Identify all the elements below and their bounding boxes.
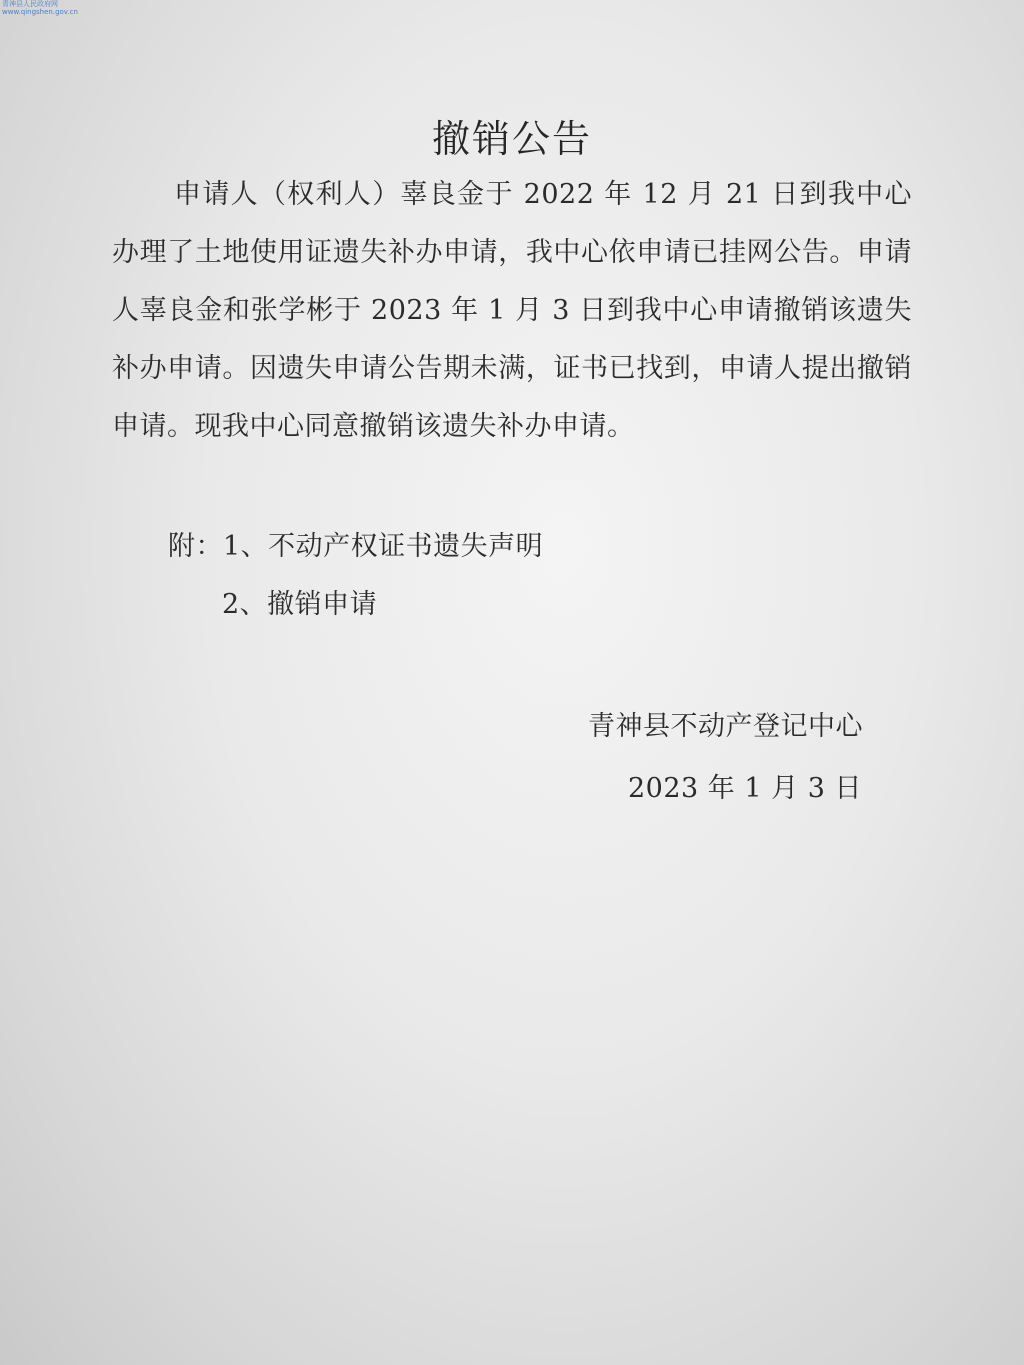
document-body: 申请人（权利人）辜良金于 2022 年 12 月 21 日到我中心办理了土地使用证遗失补办申请，我中心依申请已挂网公告。申请人辜良金和张学彬于 2023 年 1 月 3 日到我中心申请撤销该遗失补办申请。因遗失申请公告期未满，证书已找到，申请人提出撤销申请。现我中心同意撤销该遗失补办申请。: [112, 179, 912, 442]
signature-organization: 青神县不动产登记中心: [588, 711, 863, 742]
watermark-logo: 青神县人民政府网 www.qingshen.gov.cn: [2, 0, 78, 16]
signature-date: 2023 年 1 月 3 日: [628, 773, 862, 804]
attachment-item-2: 2、撤销申请: [222, 589, 378, 620]
attachment-item-1: 附：1、不动产权证书遗失声明: [168, 531, 544, 562]
document-title: 撤销公告: [431, 117, 592, 161]
